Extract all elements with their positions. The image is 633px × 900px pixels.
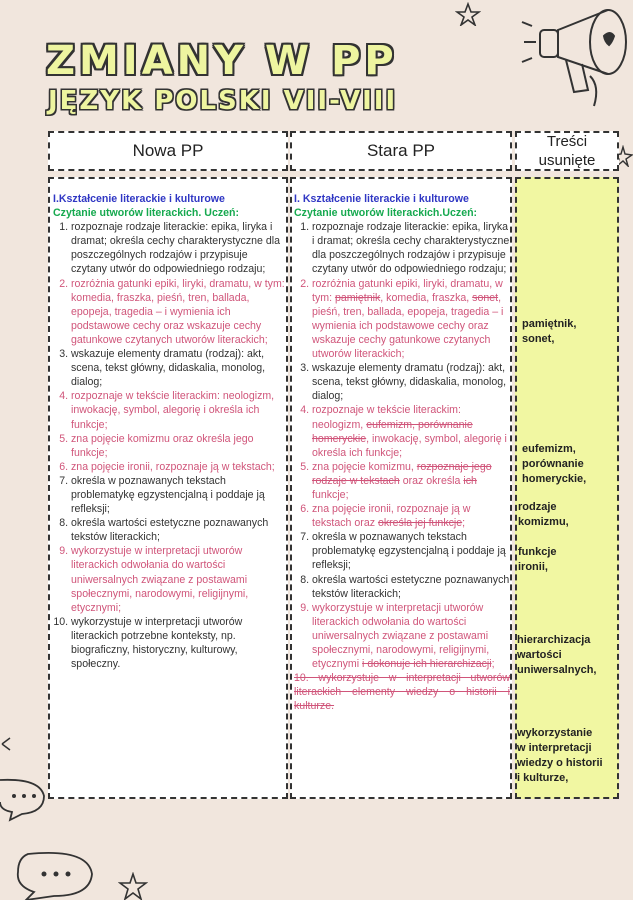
list-item: 10. wykorzystuje w interpretacji utworów literackich potrzebne konteksty, np. biograficzny, historyczny, kulturowy, społeczny.	[71, 615, 286, 671]
chat-bubble-icon	[0, 772, 50, 822]
item-text: zna pojęcie komizmu,	[312, 460, 417, 473]
subsection-heading: Czytanie utworów literackich. Uczeń:	[53, 207, 240, 220]
list-item: 2. rozróżnia gatunki epiki, liryki, dramatu, w tym: komedia, fraszka, pieśń, tren, ballada, epopeja, tragedia – i wymienia ich podstawowe cechy oraz wskazuje cechy gatunkowe czytanych utworów literackich;	[71, 277, 286, 347]
list-item: 3. wskazuje elementy dramatu (rodzaj): akt, scena, tekst główny, didaskalia, monolog, dialog;	[312, 361, 510, 403]
list-item	[312, 277, 510, 362]
list-item: 5. zna pojęcie komizmu oraz określa jego funkcje;	[71, 432, 286, 460]
list-item: 6. zna pojęcie ironii, rozpoznaje ją w tekstach;	[71, 460, 286, 474]
removed-note: pamiętnik, sonet,	[522, 318, 577, 345]
removed-note: eufemizm, porównanie homeryckie,	[522, 443, 587, 485]
list-item: 4. rozpoznaje w tekście literackim: neologizm, inwokację, symbol, alegorię i określa ich funkcje;	[71, 389, 286, 431]
section-heading: I.Kształcenie literackie i kulturowe	[53, 193, 225, 205]
list-item: 7. określa w poznawanych tekstach problematykę egzystencjalną i poddaje ją refleksji;	[312, 530, 510, 572]
list-item	[312, 601, 510, 671]
header-new-pp-label: Nowa PP	[132, 141, 204, 160]
removed-text: rozpoznaje jego rodzaje w tekstach	[312, 460, 492, 487]
page-title: ZMIANY W PP	[46, 38, 398, 84]
chat-bubble-icon	[8, 844, 98, 900]
list-item	[312, 403, 510, 459]
column-removed	[515, 177, 619, 799]
list-item: 1. rozpoznaje rodzaje literackie: epika, liryka i dramat; określa cechy charakterystyczne dla poszczególnych rodzajów i przypisuje czytany utwór do odpowiedniego rodzaju;	[312, 220, 510, 276]
page-subtitle: JĘZYK POLSKI VII-VIII	[48, 86, 398, 116]
list-item: 3. wskazuje elementy dramatu (rodzaj): akt, scena, tekst główny, didaskalia, monolog, dialog;	[71, 347, 286, 389]
list-item: 1. rozpoznaje rodzaje literackie: epika, liryka i dramat; określa cechy charakterystyczne dla poszczególnych rodzajów i przypisuje czytany utwór do odpowiedniego rodzaju;	[71, 220, 286, 276]
removed-text: sonet	[472, 291, 499, 304]
item-text: ;	[462, 517, 466, 530]
header-old-pp	[290, 131, 512, 171]
item-text: , komedia, fraszka,	[380, 291, 473, 304]
subsection-heading: Czytanie utworów literackich.Uczeń:	[294, 207, 478, 220]
sparkle-icon	[0, 736, 12, 752]
header-removed	[515, 131, 619, 171]
item-text: oraz określa	[399, 474, 464, 487]
list-item	[312, 502, 510, 530]
item-text: rozpoznaje w tekście literackim: neologizm,	[312, 404, 461, 431]
removed-text: ich	[463, 474, 477, 487]
section-heading: I. Kształcenie literackie i kulturowe	[294, 193, 469, 205]
header-removed-line2: usunięte	[538, 152, 596, 169]
header-removed-line1: Treści	[546, 133, 588, 150]
removed-note: rodzaje komizmu,	[518, 501, 569, 528]
removed-note: hierarchizacja wartości uniwersalnych,	[517, 634, 597, 676]
star-doodle-icon	[118, 872, 148, 900]
removed-note: wykorzystanie w interpretacji wiedzy o historii i kulturze,	[517, 727, 603, 784]
item-text: , pieśń, tren, ballada, epopeja, tragedia – i wymienia ich podstawowe cechy oraz wskazuje cechy gatunkowe czytanych utworów literackich;	[312, 291, 504, 361]
item-text: zna pojęcie ironii, rozpoznaje ją w tekstach oraz	[312, 503, 471, 530]
list-item: 7. określa w poznawanych tekstach problematykę egzystencjalną i poddaje ją refleksji;	[71, 474, 286, 516]
list-item: 8. określa wartości estetyczne poznawanych tekstów literackich;	[71, 516, 286, 544]
list-item: 9. wykorzystuje w interpretacji utworów literackich odwołania do wartości uniwersalnych związane z postawami społecznymi, narodowymi, religijnymi, etycznymi;	[71, 544, 286, 614]
item-text: wykorzystuje w interpretacji utworów literackich odwołania do wartości uniwersalnych związane z postawami społecznymi, narodowymi, religijnymi, etycznymi	[312, 601, 490, 671]
new-pp-content	[53, 192, 286, 671]
old-pp-content	[294, 192, 510, 713]
item-text: ;	[491, 658, 495, 671]
header-new-pp	[48, 131, 288, 171]
list-item	[312, 460, 510, 502]
removed-text: określa jej funkcje	[377, 517, 463, 530]
item-text: , inwokację, symbol, alegorię i określa ich funkcje;	[312, 432, 507, 459]
item-text: funkcje;	[312, 488, 349, 501]
new-pp-list	[53, 220, 286, 671]
removed-text: eufemizm, porównanie homeryckie	[312, 418, 473, 445]
old-pp-list	[294, 220, 510, 671]
list-item: 8. określa wartości estetyczne poznawanych tekstów literackich;	[312, 573, 510, 601]
item-text: rozróżnia gatunki epiki, liryki, dramatu, w tym:	[312, 277, 503, 304]
megaphone-icon	[518, 2, 633, 117]
removed-text: i dokonuje ich hierarchizacji	[362, 658, 492, 671]
removed-text: pamiętnik	[334, 291, 381, 304]
removed-note: funkcje ironii,	[518, 546, 557, 573]
star-doodle-icon	[455, 2, 481, 26]
removed-item: 10. wykorzystuje w interpretacji utworów literackich elementy wiedzy o historii i kulturze.	[294, 672, 510, 713]
header-old-pp-label: Stara PP	[366, 141, 436, 160]
